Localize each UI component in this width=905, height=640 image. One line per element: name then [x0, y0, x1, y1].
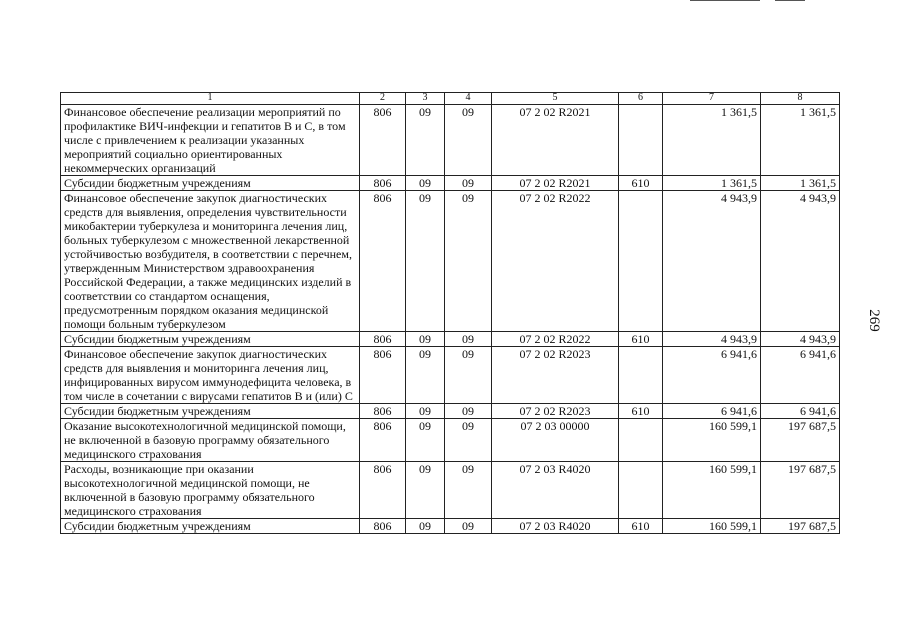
table-row — [61, 404, 840, 419]
amount-year1-cell: 4 943,9 — [663, 332, 761, 347]
amount-year1-cell: 160 599,1 — [663, 519, 761, 534]
expense-type-cell: 610 — [619, 332, 663, 347]
column-header: 4 — [445, 93, 492, 105]
expense-name-cell: Финансовое обеспечение закупок диагностических средств для выявления, определения чувствительности микобактерии туберкулеза и мониторинга лечения лиц, больных туберкулезом с множественной лекарственной устойчивостью возбудителя, в соответствии с перечнем, утвержденным Министерством здравоохранения Российской Федерации, а также медицинских изделий в соответствии со стандартом оснащения, предусмотренным порядком оказания медицинской помощи больным туберкулезом — [61, 191, 360, 332]
ministry-code-cell: 806 — [360, 404, 406, 419]
section-code-cell: 09 — [406, 176, 445, 191]
amount-year2-cell: 1 361,5 — [761, 105, 840, 176]
ministry-code-cell: 806 — [360, 176, 406, 191]
subsection-code-cell: 09 — [445, 519, 492, 534]
top-edge-rule — [775, 0, 805, 1]
expense-name-cell: Финансовое обеспечение закупок диагностических средств для выявления и мониторинга лечения лиц, инфицированных вирусом иммунодефицита человека, в том числе в сочетании с вирусами гепатитов В и (или) С — [61, 347, 360, 404]
target-article-cell: 07 2 02 R2021 — [492, 105, 619, 176]
table-row — [61, 176, 840, 191]
column-header: 3 — [406, 93, 445, 105]
amount-year1-cell: 160 599,1 — [663, 462, 761, 519]
subsection-code-cell: 09 — [445, 404, 492, 419]
target-article-cell: 07 2 02 R2021 — [492, 176, 619, 191]
amount-year2-cell: 197 687,5 — [761, 519, 840, 534]
table-row — [61, 347, 840, 404]
expense-name-cell: Финансовое обеспечение реализации мероприятий по профилактике ВИЧ-инфекции и гепатитов В и С, в том числе с привлечением к реализации указанных мероприятий социально ориентированных некоммерческих организаций — [61, 105, 360, 176]
section-code-cell: 09 — [406, 191, 445, 332]
section-code-cell: 09 — [406, 347, 445, 404]
ministry-code-cell: 806 — [360, 347, 406, 404]
amount-year1-cell: 4 943,9 — [663, 191, 761, 332]
expense-name-cell: Субсидии бюджетным учреждениям — [61, 404, 360, 419]
subsection-code-cell: 09 — [445, 462, 492, 519]
budget-allocation-table — [60, 92, 840, 534]
section-code-cell: 09 — [406, 419, 445, 462]
expense-name-cell: Субсидии бюджетным учреждениям — [61, 176, 360, 191]
section-code-cell: 09 — [406, 519, 445, 534]
expense-type-cell — [619, 105, 663, 176]
table-row — [61, 419, 840, 462]
expense-name-cell: Субсидии бюджетным учреждениям — [61, 519, 360, 534]
subsection-code-cell: 09 — [445, 347, 492, 404]
table-row — [61, 332, 840, 347]
column-header: 8 — [761, 93, 840, 105]
ministry-code-cell: 806 — [360, 519, 406, 534]
expense-name-cell: Расходы, возникающие при оказании высокотехнологичной медицинской помощи, не включенной в базовую программу обязательного медицинского страхования — [61, 462, 360, 519]
amount-year1-cell: 1 361,5 — [663, 105, 761, 176]
expense-type-cell: 610 — [619, 404, 663, 419]
column-header: 5 — [492, 93, 619, 105]
amount-year2-cell: 6 941,6 — [761, 404, 840, 419]
amount-year1-cell: 6 941,6 — [663, 347, 761, 404]
target-article-cell: 07 2 03 R4020 — [492, 519, 619, 534]
expense-type-cell — [619, 347, 663, 404]
target-article-cell: 07 2 03 R4020 — [492, 462, 619, 519]
table-row — [61, 191, 840, 332]
column-number-row — [61, 93, 840, 105]
target-article-cell: 07 2 02 R2022 — [492, 332, 619, 347]
target-article-cell: 07 2 02 R2022 — [492, 191, 619, 332]
amount-year2-cell: 197 687,5 — [761, 462, 840, 519]
column-header: 7 — [663, 93, 761, 105]
table-row — [61, 105, 840, 176]
section-code-cell: 09 — [406, 404, 445, 419]
amount-year2-cell: 6 941,6 — [761, 347, 840, 404]
ministry-code-cell: 806 — [360, 332, 406, 347]
expense-type-cell: 610 — [619, 176, 663, 191]
amount-year2-cell: 1 361,5 — [761, 176, 840, 191]
ministry-code-cell: 806 — [360, 105, 406, 176]
target-article-cell: 07 2 02 R2023 — [492, 404, 619, 419]
expense-type-cell — [619, 191, 663, 332]
column-header: 1 — [61, 93, 360, 105]
amount-year1-cell: 1 361,5 — [663, 176, 761, 191]
amount-year2-cell: 4 943,9 — [761, 191, 840, 332]
section-code-cell: 09 — [406, 332, 445, 347]
table-row — [61, 519, 840, 534]
subsection-code-cell: 09 — [445, 191, 492, 332]
amount-year2-cell: 197 687,5 — [761, 419, 840, 462]
subsection-code-cell: 09 — [445, 332, 492, 347]
section-code-cell: 09 — [406, 105, 445, 176]
target-article-cell: 07 2 03 00000 — [492, 419, 619, 462]
ministry-code-cell: 806 — [360, 462, 406, 519]
amount-year1-cell: 6 941,6 — [663, 404, 761, 419]
section-code-cell: 09 — [406, 462, 445, 519]
expense-name-cell: Оказание высокотехнологичной медицинской помощи, не включенной в базовую программу обязательного медицинского страхования — [61, 419, 360, 462]
subsection-code-cell: 09 — [445, 105, 492, 176]
subsection-code-cell: 09 — [445, 176, 492, 191]
subsection-code-cell: 09 — [445, 419, 492, 462]
expense-name-cell: Субсидии бюджетным учреждениям — [61, 332, 360, 347]
ministry-code-cell: 806 — [360, 419, 406, 462]
column-header: 6 — [619, 93, 663, 105]
expense-type-cell — [619, 462, 663, 519]
target-article-cell: 07 2 02 R2023 — [492, 347, 619, 404]
expense-type-cell — [619, 419, 663, 462]
column-header: 2 — [360, 93, 406, 105]
expense-type-cell: 610 — [619, 519, 663, 534]
table-row — [61, 462, 840, 519]
amount-year2-cell: 4 943,9 — [761, 332, 840, 347]
ministry-code-cell: 806 — [360, 191, 406, 332]
top-edge-rule — [690, 0, 760, 1]
amount-year1-cell: 160 599,1 — [663, 419, 761, 462]
page-number: 269 — [865, 309, 882, 332]
